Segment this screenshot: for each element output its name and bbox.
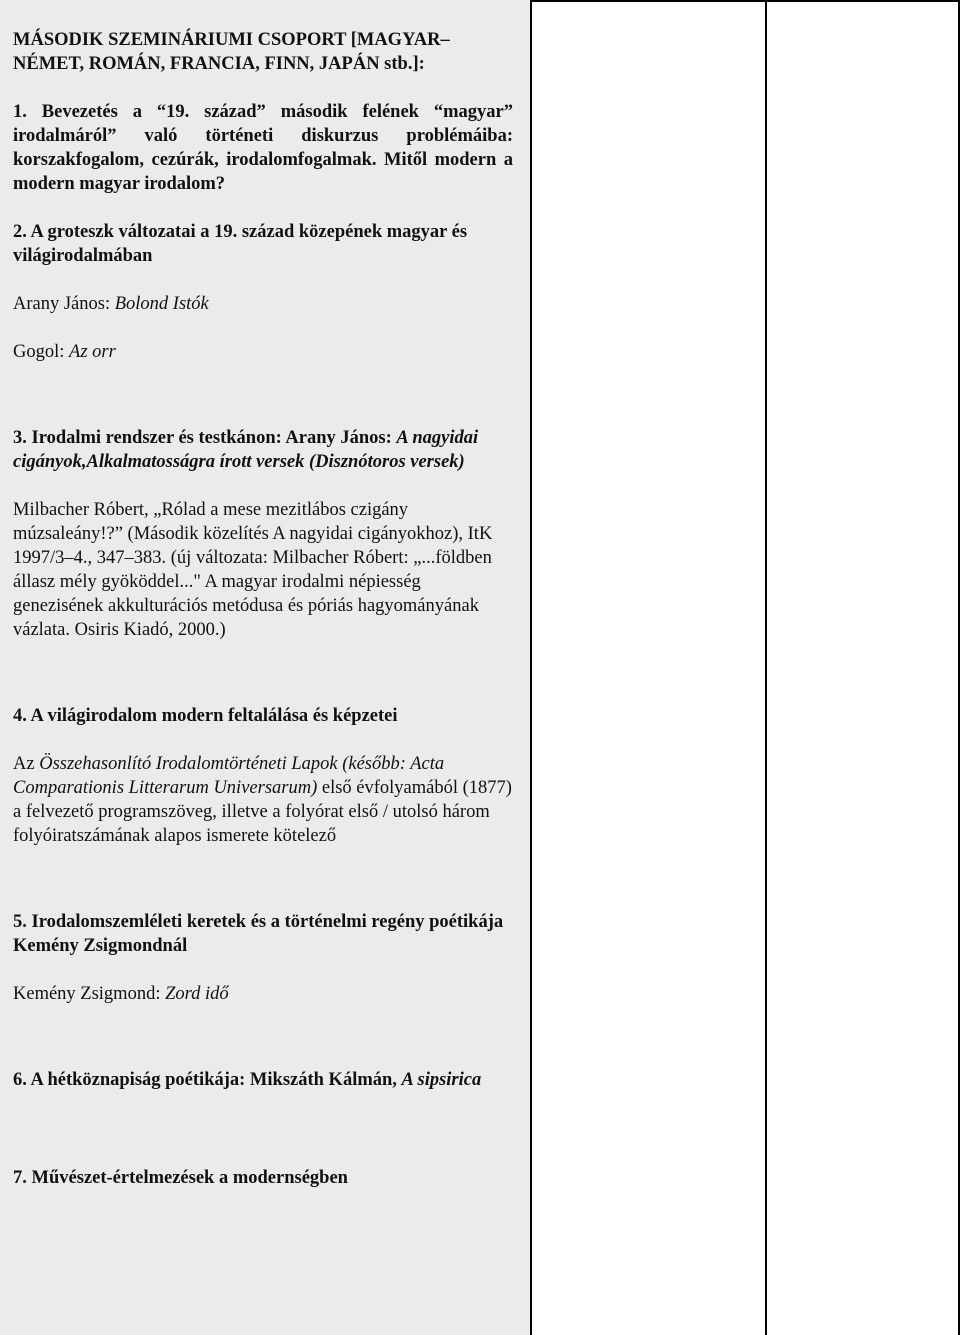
reading-work: Az orr [69,342,116,362]
topic-title-text: 6. A hétköznapiság poétikája: Mikszáth Kálmán, [13,1070,402,1090]
topic-3-reference: Milbacher Róbert, „Rólad a mese mezitlábos czigány múzsaleány!?” (Második közelítés A nagyidai cigányokhoz), ItK 1997/3–4., 347–383. (új változata: Milbacher Róbert: „...földben állasz mély gyököddel..." A magyar irodalmi népiesség genezisének akkulturációs metódusa és póriás hagyományának vázlata. Osiris Kiadó, 2000.) [13,500,493,640]
topic-5-title: 5. Irodalomszemléleti keretek és a történelmi regény poétikája Kemény Zsigmondnál [13,912,504,956]
topic-4-title: 4. A világirodalom modern feltalálása és képzetei [13,706,398,726]
topic-2-reading [13,340,513,364]
syllabus-content [13,28,513,1190]
reading-author: Arany János: [13,294,115,314]
reading-author: Gogol: [13,342,70,362]
table-divider [765,0,767,1335]
topic-title-text: 3. Irodalmi rendszer és testkánon: Arany János: [13,428,397,448]
reading-work: Zord idő [165,984,229,1004]
seminar-heading: MÁSODIK SZEMINÁRIUMI CSOPORT [MAGYAR– NÉMET, ROMÁN, FRANCIA, FINN, JAPÁN stb.]: [13,30,450,74]
table-top-border [531,0,960,2]
topic-2-title: 2. A groteszk változatai a 19. század közepének magyar és világirodalmában [13,222,468,266]
topic-3-title [13,426,513,474]
topic-7-title: 7. Művészet-értelmezések a modernségben [13,1168,348,1188]
topic-2-reading [13,292,513,316]
reading-work: Bolond Istók [114,294,209,314]
topic-title-work: A nagyidai cigányok,Alkalmatosságra írott versek (Disznótoros versek) [13,428,479,472]
topic-1-title: 1. Bevezetés a “19. század” második felének “magyar” irodalmáról” való történeti diskurzus problémáiba: korszakfogalom, cezúrák, irodalomfogalmak. Mitől modern a modern magyar irodalom? [13,102,513,194]
reference-journal: Összehasonlító Irodalomtörténeti Lapok (később: Acta Comparationis Litterarum Universarum) [13,754,445,798]
reference-text: első évfolyamából (1877) a felvezető programszöveg, illetve a folyórat első / utolsó három folyóiratszámának alapos ismerete kötelező [13,778,512,846]
reading-author: Kemény Zsigmond: [13,984,166,1004]
topic-5-reading [13,982,513,1006]
topic-title-work: A sipsirica [401,1070,482,1090]
reference-text: Az [13,754,40,774]
table-divider [530,0,532,1335]
topic-6-title [13,1068,513,1092]
topic-4-reference [13,752,513,848]
